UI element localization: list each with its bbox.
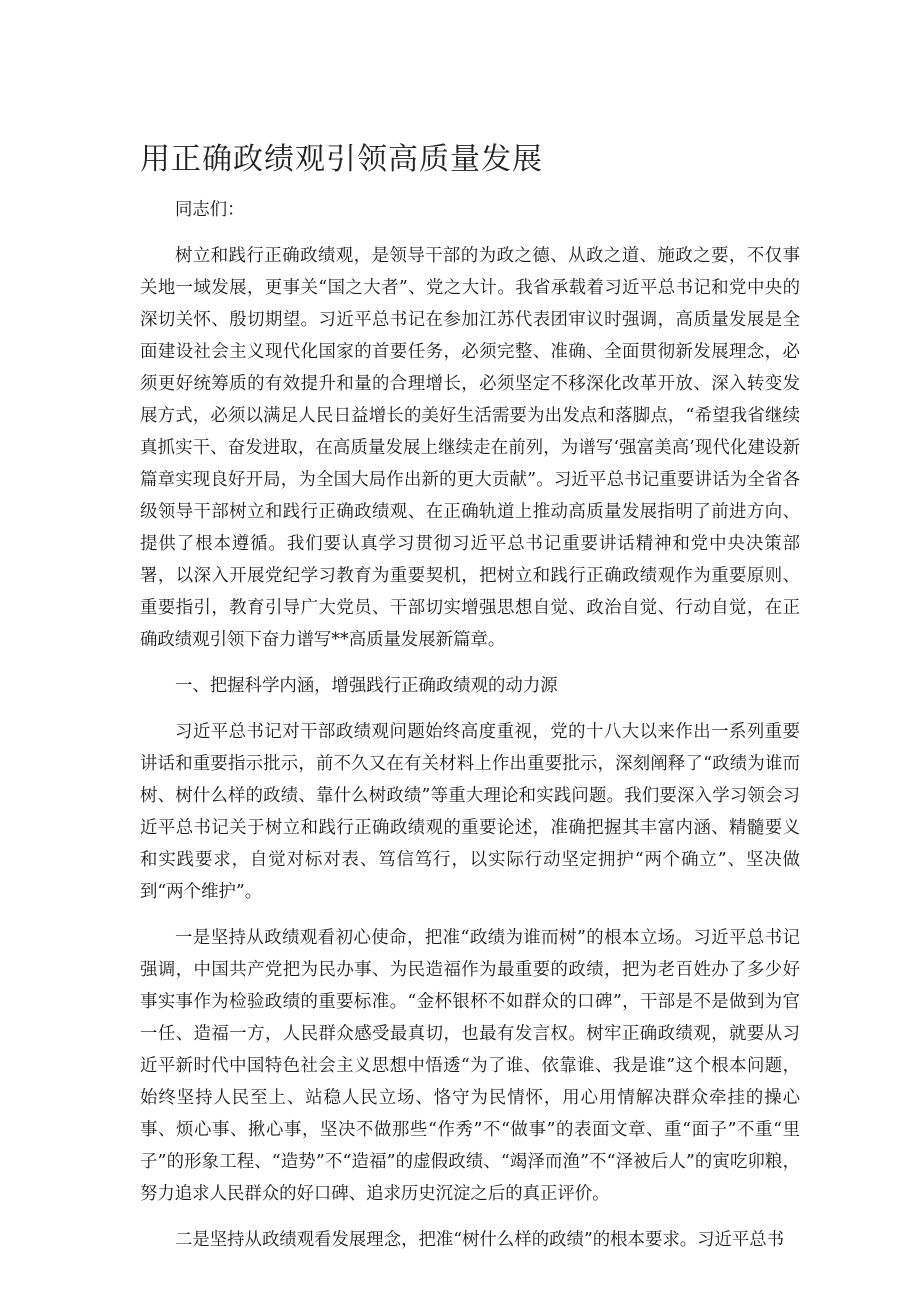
salutation: 同志们： <box>175 200 245 220</box>
paragraph-point-1: 一是坚持从政绩观看初心使命，把准“政绩为谁而树”的根本立场。习近平总书记强调，中国共产党把为民办事、为民造福作为最重要的政绩，把为老百姓办了多少好事实事作为检验政绩的重要标准。“金杯银杯不如群众的口碑”，干部是不是做到为官一任、造福一方，人民群众感受最真切，也最有发言权。树牢正确政绩观，就要从习近平新时代中国特色社会主义思想中悟透“为了谁、依靠谁、我是谁”这个根本问题，始终坚持人民至上、站稳人民立场、恪守为民情怀，用心用情解决群众牵挂的操心事、烦心事、揪心事，坚决不做那些“作秀”不“做事”的表面文章、重“面子”不重“里子”的形象工程、“造势”不“造福”的虚假政绩、“竭泽而渔”不“泽被后人”的寅吃卯粮，努力追求人民群众的好口碑、追求历史沉淀之后的真正评价。 <box>140 928 800 1204</box>
section-heading-1: 一、把握科学内涵，增强践行正确政绩观的动力源 <box>175 676 558 696</box>
document-page <box>140 140 800 1270</box>
paragraph-intro: 树立和践行正确政绩观，是领导干部的为政之德、从政之道、施政之要，不仅事关地一域发展，更事关“国之大者”、党之大计。我省承载着习近平总书记和党中央的深切关怀、殷切期望。习近平总书记在参加江苏代表团审议时强调，高质量发展是全面建设社会主义现代化国家的首要任务，必须完整、准确、全面贯彻新发展理念，必须更好统筹质的有效提升和量的合理增长，必须坚定不移深化改革开放、深入转变发展方式，必须以满足人民日益增长的美好生活需要为出发点和落脚点，“希望我省继续真抓实干、奋发进取，在高质量发展上继续走在前列，为谱写‘强富美高’现代化建设新篇章实现良好开局，为全国大局作出新的更大贡献”。习近平总书记重要讲话为全省各级领导干部树立和践行正确政绩观、在正确轨道上推动高质量发展指明了前进方向、提供了根本遵循。我们要认真学习贯彻习近平总书记重要讲话精神和党中央决策部署，以深入开展党纪学习教育为重要契机，把树立和践行正确政绩观作为重要原则、重要指引，教育引导广大党员、干部切实增强思想自觉、政治自觉、行动自觉，在正确政绩观引领下奋力谱写**高质量发展新篇章。 <box>140 246 800 650</box>
document-title: 用正确政绩观引领高质量发展 <box>140 142 543 177</box>
paragraph-point-2: 二是坚持从政绩观看发展理念，把准“树什么样的政绩”的根本要求。习近平总书 <box>175 1230 785 1250</box>
paragraph-section-1: 习近平总书记对干部政绩观问题始终高度重视，党的十八大以来作出一系列重要讲话和重要指示批示，前不久又在有关材料上作出重要批示，深刻阐释了“政绩为谁而树、树什么样的政绩、靠什么树政绩”等重大理论和实践问题。我们要深入学习领会习近平总书记关于树立和践行正确政绩观的重要论述，准确把握其丰富内涵、精髓要义和实践要求，自觉对标对表、笃信笃行，以实际行动坚定拥护“两个确立”、坚决做到“两个维护”。 <box>140 722 800 902</box>
